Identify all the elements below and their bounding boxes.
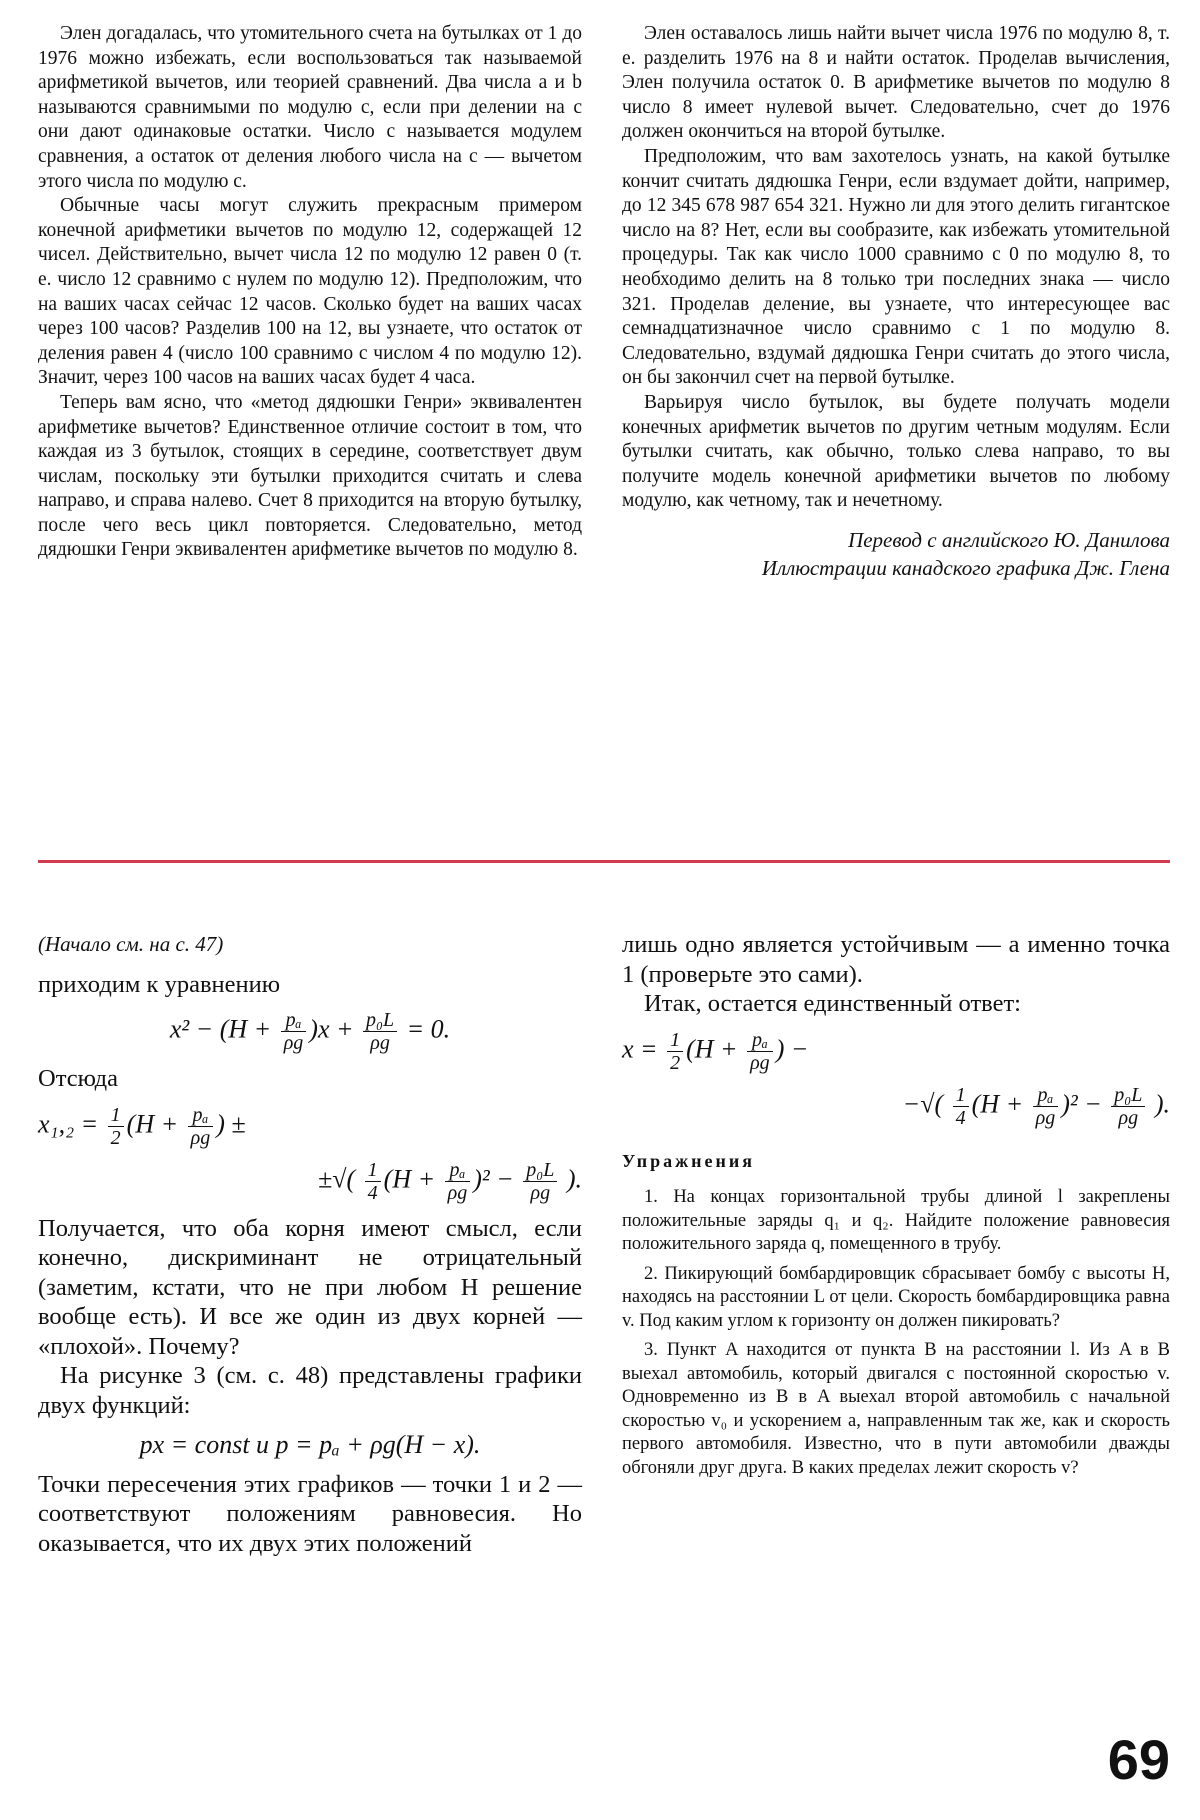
fraction-numerator: pₐ: [281, 1009, 307, 1032]
fraction: [363, 1009, 397, 1054]
fraction: [1033, 1084, 1059, 1129]
fraction: [953, 1084, 969, 1129]
exercise-item: 1. На концах горизонтальной трубы длиной l закреплены положительные заряды q₁ и q₂. Найдите положение равновесия положительного заряда q, помещенного в трубу.: [622, 1187, 1170, 1254]
fraction-denominator: 2: [670, 1051, 681, 1074]
fraction: [667, 1029, 683, 1074]
formula-part: )x +: [309, 1014, 361, 1044]
fraction-numerator: pₐ: [188, 1104, 214, 1127]
fraction-numerator: p₀L: [1111, 1084, 1145, 1107]
formula-part: −√(: [902, 1088, 950, 1118]
credits: [622, 526, 1170, 582]
fraction-denominator: ρg: [1118, 1106, 1139, 1129]
paragraph: Предположим, что вам захотелось узнать, на какой бутылке кончит считать дядюшка Генри, если вздумает дойти, например, до 12 345 678 987 654 321. Нужно ли для этого делить гигантское число на 8? Нет, если вы сообразите, как избежать утомительной процедуры. Так как число 1000 сравнимо с 0 по модулю 8, то необходимо делить на 8 только три последних знака — число 321. Проделав деление, вы узнаете, что интересующее вас семнадцатизначное число сравнимо с 1 по модулю 8. Следовательно, вздумай дядюшка Генри считать до этого числа, он бы закончил счет на первой бутылке.: [622, 145, 1170, 389]
bottom-right-column: [622, 930, 1170, 1486]
illustration-credit: Иллюстрации канадского графика Дж. Глена: [761, 555, 1170, 580]
paragraph: Обычные часы могут служить прекрасным примером конечной арифметики вычетов по модулю 12, содержащей 12 чисел. Действительно, вычет числа 12 по модулю 12 равен 0 (т. е. число 12 сравнимо с нулем по модулю 12). Предположим, что на ваших часах сейчас 12 часов. Сколько будет на ваших часах через 100 часов? Разделив 100 на 12, вы узнаете, что остаток от деления равен 4 (число 100 сравнимо с числом 4 по модулю 12). Значит, через 100 часов на ваших часах будет 4 часа.: [38, 195, 582, 389]
fraction-denominator: ρg: [447, 1181, 468, 1204]
exercise-item: 3. Пункт A находится от пункта B на расстоянии l. Из A в B выехал автомобиль, который двигался с постоянной скоростью v. Одновременно из B в A выехал второй автомобиль с начальной скоростью v₀ и ускорением a, направленным так же, как и скорость первого автомобиля. Известно, что в пути автомобили дважды обгоняли друг друга. В каких пределах лежит скорость v?: [622, 1340, 1170, 1478]
fraction-denominator: ρg: [750, 1051, 770, 1074]
top-right-column: [622, 22, 1170, 582]
page-number: 69: [1107, 1728, 1170, 1791]
paragraph: Отсюда: [38, 1065, 118, 1092]
formula-part: )² −: [473, 1163, 521, 1193]
formula-part: ±√(: [317, 1163, 362, 1193]
paragraph: На рисунке 3 (см. с. 48) представлены графики двух функций:: [38, 1362, 582, 1419]
fraction-numerator: p₀L: [523, 1159, 557, 1182]
paragraph: Получается, что оба корня имеют смысл, если конечно, дискриминант не отрицательный (заметим, кстати, что не при любом H решение вообще есть). И все же один из двух корней — «плохой». Почему?: [38, 1214, 582, 1360]
fraction: [365, 1159, 381, 1204]
bottom-left-column: [38, 930, 582, 1558]
fraction: [1111, 1084, 1145, 1129]
fraction-denominator: ρg: [1035, 1106, 1056, 1129]
top-left-column: [38, 22, 582, 563]
formula-part: )² −: [1061, 1088, 1109, 1118]
formula-part: x =: [622, 1033, 665, 1063]
fraction: [445, 1159, 471, 1204]
formula-part: ).: [560, 1163, 582, 1193]
formula-part: (H +: [686, 1033, 745, 1063]
formula-part: x₁,₂ =: [38, 1108, 105, 1138]
fraction-denominator: 2: [110, 1126, 121, 1149]
paragraph: Итак, остается единственный ответ:: [644, 990, 1021, 1017]
fraction-numerator: 1: [953, 1084, 969, 1107]
discriminant-formula: [38, 1159, 582, 1204]
fraction-numerator: pₐ: [747, 1029, 773, 1052]
fraction-numerator: pₐ: [445, 1159, 471, 1182]
paragraph: Варьируя число бутылок, вы будете получать модели конечных арифметик вычетов по другим четным модулям. Если бутылки считать, как обычно, только слева направо, то вы получите модель конечной арифметики вычетов по любому модулю, как четному, так и нечетному.: [622, 391, 1170, 512]
paragraph: Элен догадалась, что утомительного счета на бутылках от 1 до 1976 можно избежать, если воспользоваться так называемой арифметикой вычетов, или теорией сравнений. Два числа a и b называются сравнимыми по модулю c, если при делении на c они дают одинаковые остатки. Число c называется модулем сравнения, а остаток от деления любого числа на c — вычетом этого числа по модулю c.: [38, 23, 582, 192]
fraction-numerator: 1: [667, 1029, 683, 1052]
fraction-denominator: 4: [367, 1181, 378, 1204]
fraction-numerator: pₐ: [1033, 1084, 1059, 1107]
section-divider: [38, 860, 1170, 863]
exercise-item: 2. Пикирующий бомбардировщик сбрасывает бомбу с высоты H, находясь на расстоянии L от цели. Скорость бомбардировщика равна v. Под каким углом к горизонту он должен пикировать?: [622, 1263, 1170, 1331]
translation-credit: Перевод с английского Ю. Данилова: [848, 527, 1170, 552]
continuation-note: (Начало см. на с. 47): [38, 932, 224, 956]
paragraph: Теперь вам ясно, что «метод дядюшки Генри» эквивалентен арифметике вычетов? Единственное отличие состоит в том, что каждая из 3 бутылок, стоящих в середине, соответствует двум числам, поскольку эти бутылки приходится считать и слева направо, и справа налево. Счет 8 приходится на вторую бутылку, после чего весь цикл повторяется. Следовательно, метод дядюшки Генри эквивалентен арифметике вычетов по модулю 8.: [38, 391, 582, 561]
roots-formula: [38, 1104, 582, 1149]
fraction: [188, 1104, 214, 1149]
formula-part: ).: [1148, 1088, 1170, 1118]
answer-root-formula: [622, 1084, 1170, 1129]
exercises-list: [622, 1186, 1170, 1480]
paragraph: Точки пересечения этих графиков — точки 1 и 2 — соответствуют положениям равновесия. Но оказывается, что их двух этих положений: [38, 1470, 582, 1557]
fraction-denominator: ρg: [370, 1032, 390, 1054]
paragraph: лишь одно является устойчивым — а именно точка 1 (проверьте это сами).: [622, 931, 1170, 988]
fraction: [281, 1009, 307, 1054]
functions-formula: px = const и p = pₐ + ρg(H − x).: [139, 1430, 481, 1459]
quadratic-equation: [38, 1009, 582, 1054]
fraction-denominator: 4: [955, 1106, 966, 1129]
formula-part: (H +: [126, 1108, 185, 1138]
fraction-numerator: p₀L: [363, 1009, 397, 1032]
paragraph: Элен оставалось лишь найти вычет числа 1976 по модулю 8, т. е. разделить 1976 на 8 и найти остаток. Проделав вычисления, Элен получила остаток 0. В арифметике вычетов по модулю 8 число 8 имеет нулевой вычет. Следовательно, счет до 1976 должен окончиться на второй бутылке.: [622, 23, 1170, 143]
formula-part: (H +: [383, 1163, 442, 1193]
fraction-denominator: ρg: [530, 1181, 551, 1204]
fraction-numerator: 1: [108, 1104, 124, 1127]
paragraph: приходим к уравнению: [38, 970, 281, 998]
formula-part: ) −: [775, 1033, 809, 1063]
formula-part: ) ±: [216, 1108, 246, 1138]
answer-formula: [622, 1029, 1170, 1074]
fraction-denominator: ρg: [283, 1032, 304, 1054]
fraction-numerator: 1: [365, 1159, 381, 1182]
formula-part: = 0.: [400, 1014, 451, 1044]
formula-part: x² − (H +: [169, 1014, 278, 1044]
fraction: [523, 1159, 557, 1204]
exercises-title: Упражнения: [622, 1150, 756, 1171]
fraction-denominator: ρg: [190, 1126, 211, 1149]
formula-part: (H +: [971, 1088, 1030, 1118]
fraction: [747, 1029, 773, 1074]
fraction: [108, 1104, 124, 1149]
